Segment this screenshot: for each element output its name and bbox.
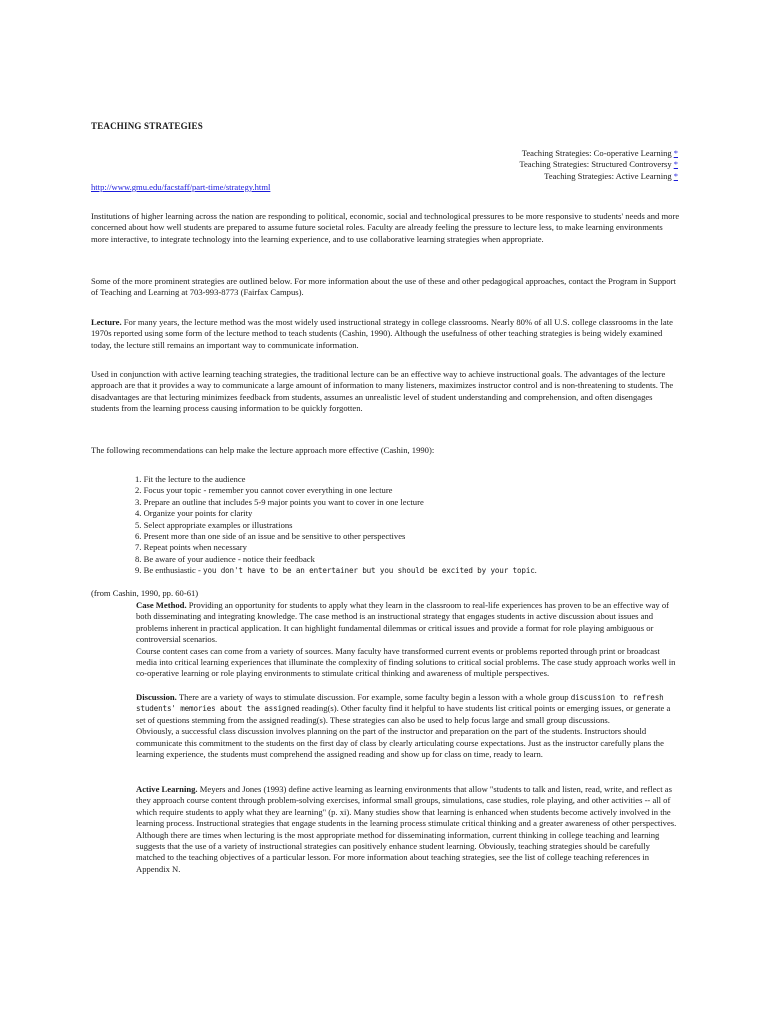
related-links xyxy=(378,148,678,182)
list-item-emphasis: you don't have to be an entertainer but you should be excited by your topic xyxy=(203,566,535,576)
discussion-emphasis: discussion to refresh students' memories about the assigned xyxy=(136,693,664,714)
discussion-text-2: Obviously, a successful class discussion involves planning on the part of the instructor and preparation on the part of the students. Instructors should communicate this commitment to the students on the first day of class by clearly articulating course expectations. Just as the instructor carefully plans the learning experience, the students must comprehend the assigned reading and show up for class on time, ready to learn. xyxy=(136,726,664,760)
list-item: 7. Repeat points when necessary xyxy=(135,542,247,553)
related-link-label: Teaching Strategies: Active Learning xyxy=(544,170,672,181)
list-item: 2. Focus your topic - remember you cannot cover everything in one lecture xyxy=(135,485,393,496)
intro-paragraph xyxy=(91,211,681,245)
related-link-star[interactable]: * xyxy=(673,170,678,181)
lecture-text: For many years, the lecture method was the most widely used instructional strategy in college classrooms. Nearly 80% of all U.S. college classrooms in the late 1970s reported using some form of the lecture method to teach students (Cashin, 1990). Although the usefulness of other teaching strategies is being widely examined today, the lecture still remains an important way to communicate information. xyxy=(91,317,673,350)
related-link-cooperative[interactable] xyxy=(378,148,678,159)
discussion-text-after: reading(s). Other faculty find it helpful to have students list critical points or emerging issues, or generate a set of questions stemming from the assigned reading(s). These strategies can also be used to help focus large and small group discussions. xyxy=(136,703,671,725)
discussion-section xyxy=(136,692,681,760)
list-item xyxy=(135,565,537,576)
recommend-text: The following recommendations can help make the lecture approach more effective (Cashin, 1990): xyxy=(91,445,435,455)
recommendations-list xyxy=(135,474,537,577)
related-link-label: Teaching Strategies: Co-operative Learning xyxy=(521,148,672,158)
lecture-paragraph xyxy=(91,317,681,351)
case-method-text: Providing an opportunity for students to apply what they learn in the classroom to real-life experiences has proven to be an effective way of both disseminating and integrating knowledge. The case method is an instructional strategy that engages students in active discussion about issues and problems inherent in practical application. It can highlight fundamental dilemmas or critical issues and provide a format for role playing ambiguous or controversial scenarios. xyxy=(136,600,669,645)
case-method-heading: Case Method. xyxy=(136,600,187,610)
list-item: 5. Select appropriate examples or illustrations xyxy=(135,519,293,530)
conjunction-text: Used in conjunction with active learning teaching strategies, the traditional lecture can be an effective way to achieve instructional goals. The advantages of the lecture approach are that it provides a way to communicate a large amount of information to many listeners, maximizes instructor control and is non-threatening to students. The disadvantages are that lecturing minimizes feedback from students, assumes an unrealistic level of student understanding and comprehension, and often disengages students from the learning process causing information to be quickly forgotten. xyxy=(91,369,674,414)
discussion-heading: Discussion. xyxy=(136,692,177,702)
list-item: 6. Present more than one side of an issue and be sensitive to other perspectives xyxy=(135,530,406,541)
list-item-prefix: 9. Be enthusiastic - xyxy=(135,565,204,576)
recommend-paragraph xyxy=(91,445,681,456)
related-link-label: Teaching Strategies: Structured Controversy xyxy=(519,159,672,170)
list-item: 4. Organize your points for clarity xyxy=(135,508,253,519)
related-link-controversy[interactable] xyxy=(378,159,678,170)
lecture-heading: Lecture. xyxy=(91,317,122,327)
list-item: 1. Fit the lecture to the audience xyxy=(135,474,246,484)
citation: (from Cashin, 1990, pp. 60-61) xyxy=(91,588,199,598)
case-method-text-2: Course content cases can come from a variety of sources. Many faculty have transformed current events or problems reported through print or broadcast media into critical learning experiences that illuminate the complexity of finding solutions to critical social problems. The case study approach works well in co-operative learning or role playing environments to stimulate critical thinking and awareness of multiple perspectives. xyxy=(136,645,676,679)
discussion-text: There are a variety of ways to stimulate discussion. For example, some faculty begin a lesson with a whole group xyxy=(176,692,571,702)
prominent-text: Some of the more prominent strategies are outlined below. For more information about the use of these and other pedagogical approaches, contact the Program in Support of Teaching and Learning at 703-993-8773 (Fairfax Campus). xyxy=(91,276,676,298)
list-item: 8. Be aware of your audience - notice their feedback xyxy=(135,553,315,564)
active-learning-heading: Active Learning. xyxy=(136,784,198,794)
active-learning-text: Meyers and Jones (1993) define active learning as learning environments that allow "students to talk and listen, read, write, and reflect as they approach course content through problem-solving exercises, informal small groups, simulations, case studies, role playing, and other activities -- all of which require students to apply what they are learning" (p. xi). Many studies show that learning is enhanced when students become actively involved in the learning process. Instructional strategies that engage students in the learning process stimulate critical thinking and a greater awareness of other perspectives. Although there are times when lecturing is the most appropriate method for disseminating information, current thinking in college teaching and learning suggests that the use of a variety of instructional strategies can positively enhance student learning. Obviously, teaching strategies should be carefully matched to the teaching objectives of a particular lesson. For more information about teaching strategies, see the list of college teaching references in Appendix N. xyxy=(136,784,677,874)
list-item: 3. Prepare an outline that includes 5-9 major points you want to cover in one lecture xyxy=(135,496,424,507)
related-link-active[interactable] xyxy=(378,171,678,182)
list-item-suffix: . xyxy=(534,565,537,576)
prominent-paragraph xyxy=(91,276,681,299)
active-learning-section xyxy=(136,784,681,875)
related-link-star[interactable]: * xyxy=(673,159,678,170)
related-link-star[interactable]: * xyxy=(673,148,678,158)
page-title: TEACHING STRATEGIES xyxy=(91,121,203,131)
case-method-section xyxy=(136,600,681,680)
conjunction-paragraph xyxy=(91,369,681,415)
intro-text: Institutions of higher learning across the nation are responding to political, economic, social and technological pressures to be more responsive to students' needs and more concerned about how well students are prepared to assume future societal roles. Faculty are already feeling the pressure to lecture less, to make learning environments more interactive, to integrate technology into the learning experience, and to use collaborative learning strategies when appropriate. xyxy=(91,211,680,244)
source-url-link[interactable]: http://www.gmu.edu/facstaff/part-time/strategy.html xyxy=(91,182,271,192)
